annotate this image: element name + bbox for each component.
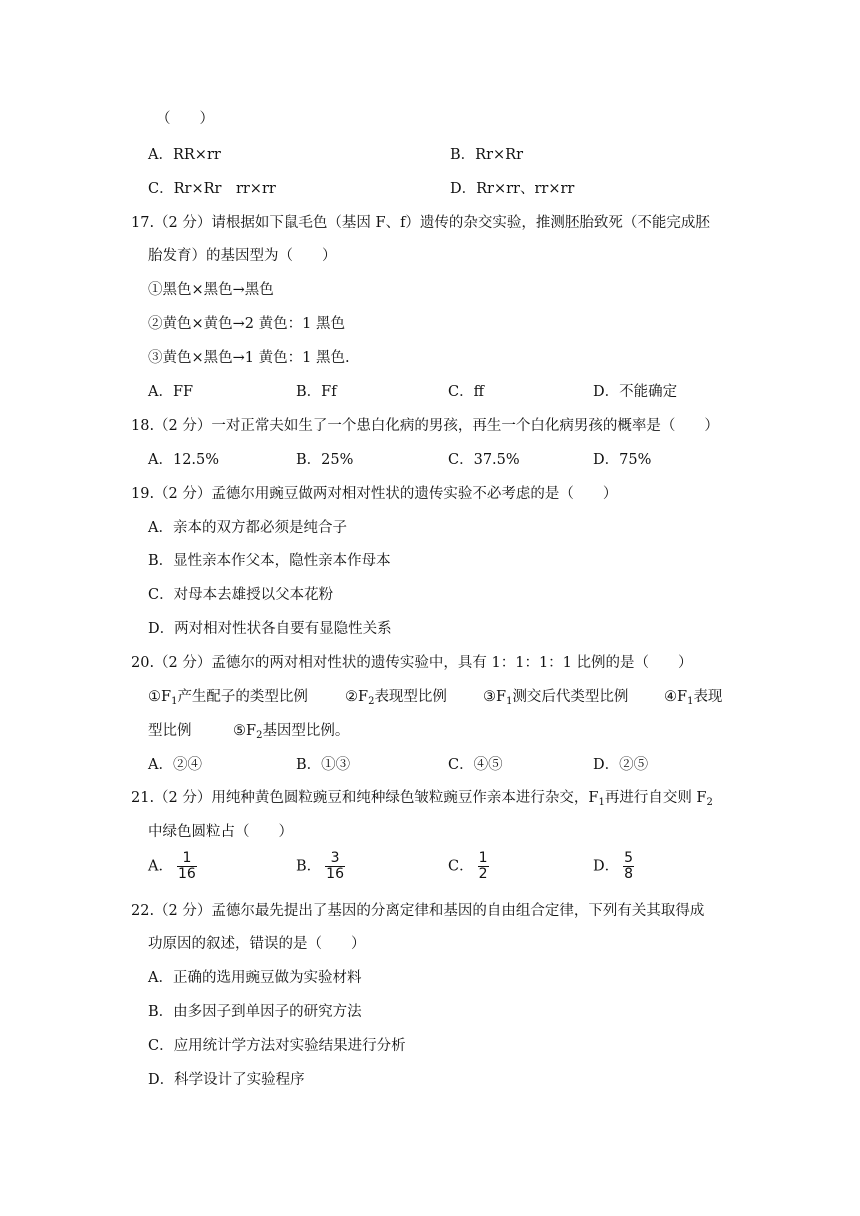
- q22-option-c: C．应用统计学方法对实验结果进行分析: [148, 1038, 406, 1054]
- q20-stem: 20.（2 分）孟德尔的两对相对性状的遗传实验中，具有 1：1：1：1 比例的是（ ）: [131, 655, 693, 671]
- q20-item4-prefix: ④F: [664, 689, 688, 705]
- q17-option-b: B．Ff: [296, 384, 337, 400]
- q21-option-a-label: A．: [148, 858, 173, 875]
- q21-option-d: [593, 851, 634, 882]
- q18-option-b: B．25%: [296, 452, 354, 468]
- q20-item3-text: 测交后代类型比例: [512, 689, 629, 705]
- q22-stem-line2: 功原因的叙述，错误的是（ ）: [148, 936, 366, 952]
- q21-option-a-fraction: [177, 851, 197, 882]
- q20-items-line: [148, 687, 308, 707]
- q22-option-d: D．科学设计了实验程序: [148, 1072, 305, 1088]
- q16-option-c: C．Rr×Rr rr×rr: [148, 181, 276, 197]
- q20-item4: [664, 687, 722, 707]
- q20-option-a: A．②④: [148, 757, 202, 773]
- q16-option-b: B．Rr×Rr: [450, 147, 524, 163]
- q20-item4-text: 表现: [693, 689, 723, 705]
- q19-stem: 19.（2 分）孟德尔用豌豆做两对相对性状的遗传实验不必考虑的是（ ）: [131, 486, 618, 502]
- q20-item5-prefix: ⑤F: [233, 723, 257, 739]
- q20-item1-text: 产生配子的类型比例: [177, 689, 308, 705]
- q19-option-d: D．两对相对性状各自要有显隐性关系: [148, 621, 392, 637]
- q20-item2-sub: 2: [368, 696, 375, 707]
- q20-line3: [148, 721, 192, 741]
- q21-option-c: [448, 851, 489, 882]
- q21-stem-part2: 再进行自交则 F: [604, 790, 707, 806]
- q21-sub-f1: 1: [598, 797, 605, 808]
- q21-option-d-label: D．: [593, 858, 620, 875]
- q17-option-d: D．不能确定: [593, 384, 678, 400]
- q21-stem-part1: 21.（2 分）用纯种黄色圆粒豌豆和纯种绿色皱粒豌豆作亲本进行杂交，F: [131, 790, 599, 806]
- q22-option-a: A．正确的选用豌豆做为实验材料: [148, 970, 362, 986]
- q21-option-c-fraction: [478, 851, 489, 882]
- fraction-denominator: 16: [177, 866, 196, 882]
- q20-option-c: C．④⑤: [448, 757, 503, 773]
- q18-option-d: D．75%: [593, 452, 652, 468]
- q18-option-c: C．37.5%: [448, 452, 520, 468]
- q20-item2-prefix: ②F: [345, 689, 369, 705]
- q16-option-d: D．Rr×rr、rr×rr: [450, 181, 575, 197]
- q16-paren: （ ）: [156, 111, 214, 127]
- q21-sub-f2: 2: [706, 797, 713, 808]
- q21-option-d-fraction: [623, 851, 634, 882]
- q20-item3: [483, 687, 628, 707]
- fraction-numerator: 5: [624, 850, 634, 866]
- q20-item4-sub: 1: [687, 696, 694, 707]
- q17-option-c: C．ff: [448, 384, 484, 400]
- q21-stem-line1: [131, 788, 713, 808]
- fraction-numerator: 3: [325, 851, 345, 867]
- q19-option-c: C．对母本去雄授以父本花粉: [148, 587, 334, 603]
- q16-option-a: A．RR×rr: [148, 147, 221, 163]
- q18-option-a: A．12.5%: [148, 452, 220, 468]
- q17-item-1: ①黑色×黑色→黑色: [148, 282, 274, 298]
- fraction-denominator: 16: [326, 866, 344, 882]
- q17-stem-line1: 17.（2 分）请根据如下鼠毛色（基因 F、f）遗传的杂交实验，推测胚胎致死（不能完成胚: [131, 215, 710, 231]
- q21-option-b-label: B．: [296, 858, 322, 875]
- q19-option-b: B．显性亲本作父本，隐性亲本作母本: [148, 553, 391, 569]
- fraction-denominator: 8: [624, 866, 634, 882]
- fraction-numerator: 1: [177, 851, 197, 867]
- q20-item5: [233, 721, 349, 741]
- q20-item2-text: 表现型比例: [374, 689, 447, 705]
- q20-option-b: B．①③: [296, 757, 351, 773]
- q20-item3-prefix: ③F: [483, 689, 507, 705]
- fraction-numerator: 1: [478, 850, 488, 866]
- q17-stem-line2: 胎发育）的基因型为（ ）: [148, 248, 337, 264]
- q21-option-b-fraction: [325, 851, 345, 882]
- q21-option-c-label: C．: [448, 858, 474, 875]
- q20-item4-continuation: 型比例: [148, 723, 192, 739]
- q17-option-a: A．FF: [148, 384, 194, 400]
- q20-item5-sub: 2: [256, 730, 263, 741]
- q20-item5-text: 基因型比例。: [262, 723, 350, 739]
- q20-item3-sub: 1: [506, 696, 513, 707]
- q20-option-d: D．②⑤: [593, 757, 649, 773]
- q20-item1-sub: 1: [171, 696, 178, 707]
- q19-option-a: A．亲本的双方都必须是纯合子: [148, 520, 347, 536]
- q20-item1-prefix: ①F: [148, 689, 172, 705]
- q18-stem: 18.（2 分）一对正常夫如生了一个患白化病的男孩，再生一个白化病男孩的概率是（ ）: [131, 418, 719, 434]
- fraction-denominator: 2: [478, 866, 488, 882]
- q21-option-b: [296, 851, 345, 882]
- q20-item2: [345, 687, 447, 707]
- q22-stem-line1: 22.（2 分）孟德尔最先提出了基因的分离定律和基因的自由组合定律，下列有关其取得成: [131, 903, 705, 919]
- q21-stem-line2: 中绿色圆粒占（ ）: [148, 824, 293, 840]
- q22-option-b: B．由多因子到单因子的研究方法: [148, 1004, 362, 1020]
- q21-option-a: [148, 851, 197, 882]
- q17-item-3: ③黄色×黑色→1 黄色：1 黑色.: [148, 350, 350, 366]
- q17-item-2: ②黄色×黄色→2 黄色：1 黑色: [148, 316, 345, 332]
